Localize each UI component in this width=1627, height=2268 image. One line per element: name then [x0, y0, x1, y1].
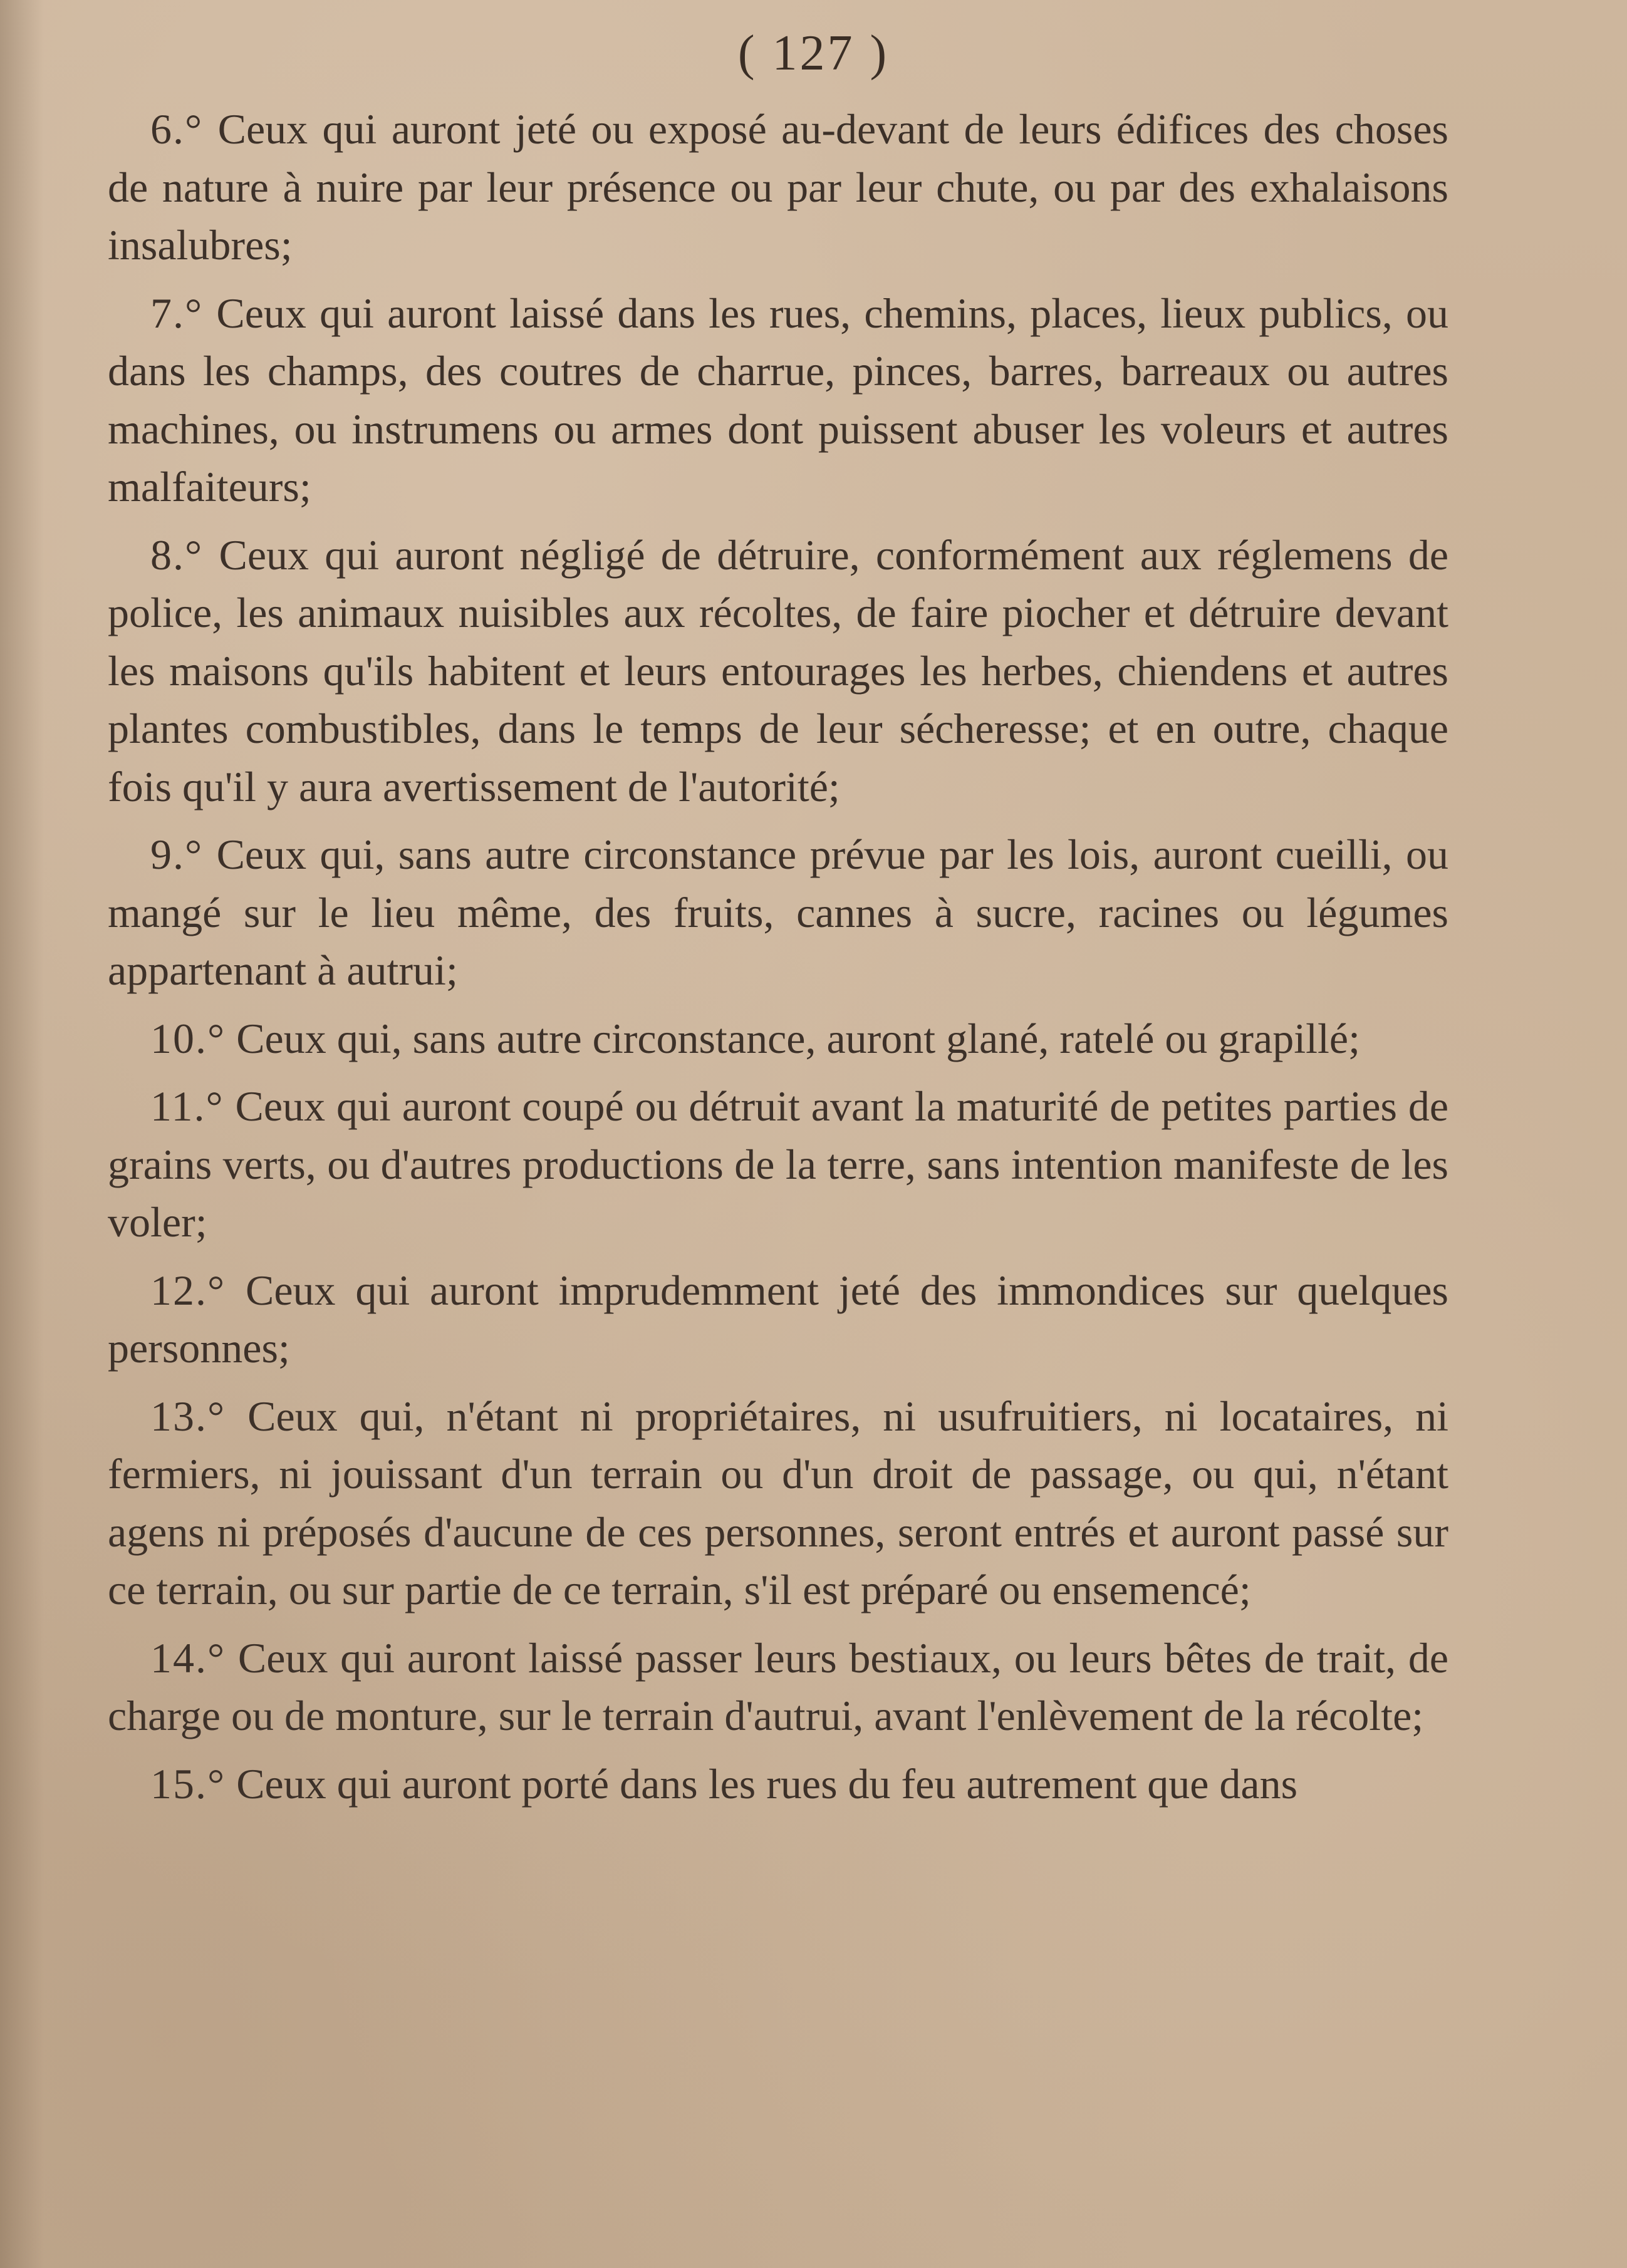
item-number: 9.°	[150, 831, 204, 878]
item-number: 10.°	[150, 1014, 226, 1062]
item-number: 7.°	[150, 289, 204, 337]
item-text: Ceux qui auront porté dans les rues du feu autrement que dans	[236, 1759, 1298, 1808]
item-text: Ceux qui auront négligé de détruire, conformément aux réglemens de police, les animaux nuisibles aux récoltes, de faire piocher et détruire devant les maisons qu'ils habitent et leurs entourages les herbes, chiendens et autres plantes combustibles, dans le temps de leur sécheresse; et en outre, chaque fois qu'il y aura avertissement de l'autorité;	[108, 531, 1449, 810]
item-text: Ceux qui auront laissé passer leurs bestiaux, ou leurs bêtes de trait, de charge ou de monture, sur le terrain d'autrui, avant l'enlèvement de la récolte;	[108, 1634, 1449, 1739]
body-text	[108, 100, 1448, 1823]
item-number: 11.°	[150, 1082, 224, 1130]
item-text: Ceux qui, sans autre circonstance, auront glané, ratelé ou grapillé;	[236, 1014, 1360, 1062]
item-number: 12.°	[150, 1266, 226, 1314]
paragraph-14	[108, 1629, 1448, 1745]
item-number: 14.°	[150, 1634, 226, 1682]
item-text: Ceux qui auront imprudemment jeté des immondices sur quelques personnes;	[108, 1266, 1448, 1372]
paragraph-11	[108, 1077, 1448, 1251]
item-number: 6.°	[150, 105, 204, 153]
paragraph-15	[108, 1755, 1448, 1813]
paragraph-8	[108, 526, 1448, 816]
item-text: Ceux qui auront coupé ou détruit avant la maturité de petites parties de grains verts, ou d'autres productions de la terre, sans intention manifeste de les voler;	[108, 1082, 1449, 1246]
item-number: 8.°	[150, 531, 204, 579]
item-text: Ceux qui auront jeté ou exposé au-devant de leurs édifices des choses de nature à nuire par leur présence ou par leur chute, ou par des exhalaisons insalubres;	[108, 105, 1448, 269]
item-number: 13.°	[150, 1392, 226, 1440]
paragraph-12	[108, 1261, 1448, 1377]
item-text: Ceux qui auront laissé dans les rues, chemins, places, lieux publics, ou dans les champs, des coutres de charrue, pinces, barres, barreaux ou autres machines, ou instrumens ou armes dont puissent abuser les voleurs et autres malfaiteurs;	[108, 289, 1448, 510]
paragraph-9	[108, 826, 1448, 1000]
paragraph-7	[108, 284, 1448, 516]
item-text: Ceux qui, n'étant ni propriétaires, ni usufruitiers, ni locataires, ni fermiers, ni jouissant d'un terrain ou d'un droit de passage, ou qui, n'étant agens ni préposés d'aucune de ces personnes, seront entrés et auront passé sur ce terrain, ou sur partie de ce terrain, s'il est préparé ou ensemencé;	[108, 1392, 1449, 1613]
item-text: Ceux qui, sans autre circonstance prévue par les lois, auront cueilli, ou mangé sur le lieu même, des fruits, cannes à sucre, racines ou légumes appartenant à autrui;	[108, 831, 1448, 994]
paragraph-10	[108, 1010, 1448, 1068]
paragraph-6	[108, 100, 1448, 274]
page-number: ( 127 )	[737, 26, 890, 81]
paragraph-13	[108, 1387, 1448, 1619]
item-number: 15.°	[150, 1759, 226, 1808]
